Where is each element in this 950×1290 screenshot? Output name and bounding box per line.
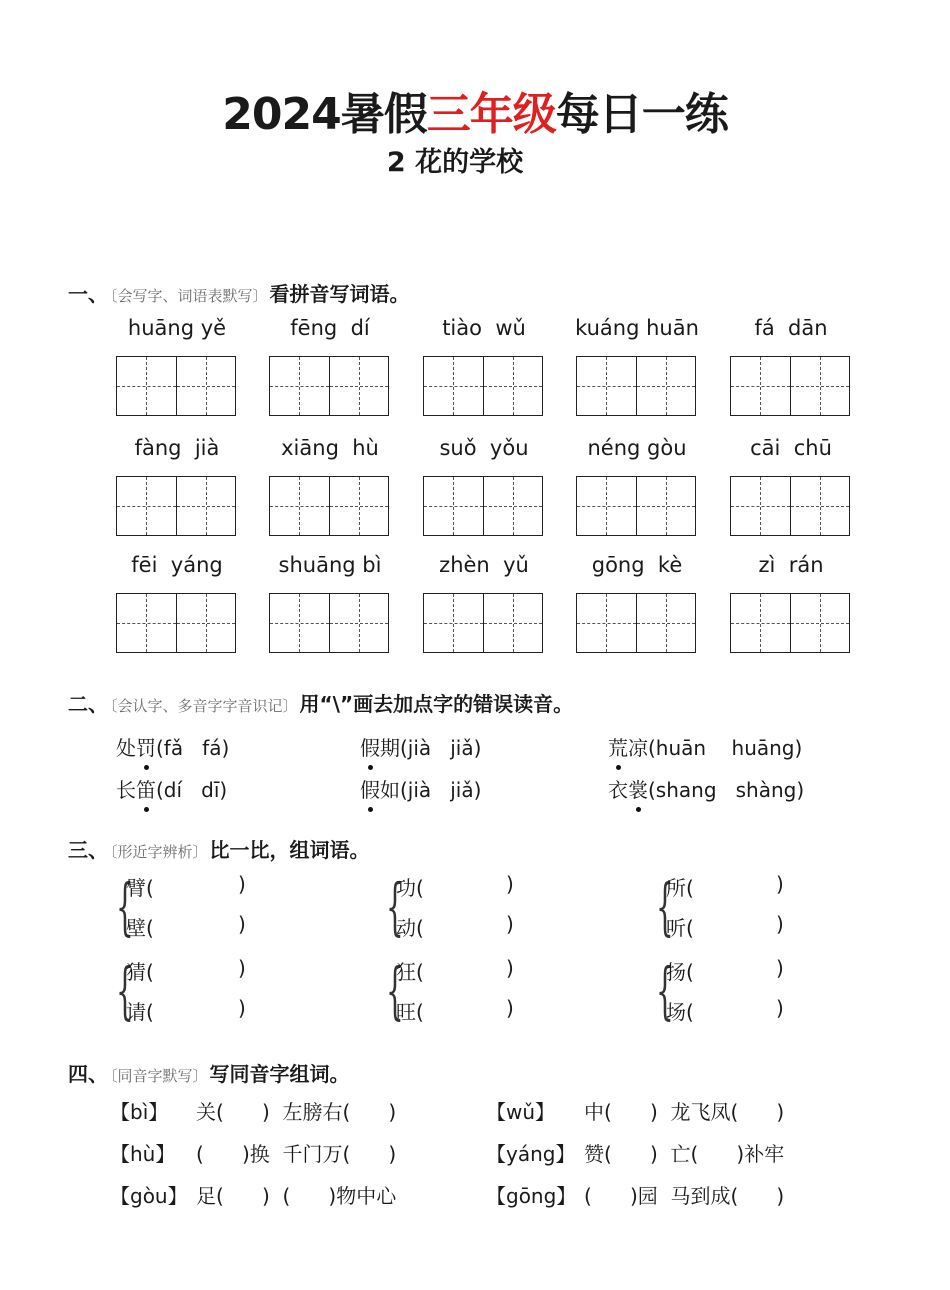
homophone-blanks[interactable]: ( )换 千门万( ) [196,1142,397,1166]
grid-cell[interactable] [329,477,389,535]
pinyin-prompt: fàng jià [134,436,220,460]
worksheet-title [0,78,950,142]
writing-grid[interactable] [423,593,543,653]
writing-grid[interactable] [116,356,236,416]
pinyin-prompt: tiào wǔ [442,316,526,340]
pair-char[interactable]: 猜( [126,960,154,984]
pair-char[interactable]: 功( [396,876,424,900]
grid-cell[interactable] [577,594,636,652]
homophone-pinyin: 【hù】 [110,1142,176,1166]
pair-char[interactable]: 动( [396,916,424,940]
char-pair [386,956,566,1036]
brace-mark: { [656,954,674,1027]
char-pair [116,872,296,952]
section4-heading: 四、 〔同音字默写〕 写同音字组词。 [68,1062,350,1086]
char-pair [116,956,296,1036]
pinyin-prompt: gōng kè [591,553,683,577]
grid-cell[interactable] [790,357,850,415]
writing-grid[interactable] [116,593,236,653]
close-paren: ) [238,872,246,896]
grid-cell[interactable] [424,477,483,535]
section3-heading: 三、 〔形近字辨析〕 比一比，组词语。 [68,838,370,862]
close-paren: ) [506,872,514,896]
pinyin-options[interactable]: (fǎ fá) [156,736,230,760]
writing-grid[interactable] [576,356,696,416]
grid-cell[interactable] [270,357,329,415]
grid-cell[interactable] [483,357,543,415]
grid-cell[interactable] [117,594,176,652]
pinyin-prompt: shuāng bì [278,553,382,577]
pinyin-options[interactable]: (dí dī) [156,778,228,802]
pinyin-options[interactable]: (shang shàng) [648,778,805,802]
brace-mark: { [656,870,674,943]
pinyin-prompt: fēng dí [290,316,370,340]
word-char: 假 [360,732,380,761]
reading-item [608,732,802,761]
word-char: 假 [360,774,380,803]
writing-grid[interactable] [116,476,236,536]
grid-cell[interactable] [731,594,790,652]
writing-grid[interactable] [423,476,543,536]
close-paren: ) [776,912,784,936]
pair-char[interactable]: 旺( [396,1000,424,1024]
grid-cell[interactable] [636,477,696,535]
pinyin-options[interactable]: (huān huāng) [648,736,803,760]
pinyin-prompt: suǒ yǒu [439,436,529,460]
pinyin-options[interactable]: (jià jiǎ) [400,736,482,760]
pinyin-prompt: xiāng hù [281,436,379,460]
pinyin-prompt: huāng yě [127,316,227,340]
word-char: 期 [380,736,400,760]
pinyin-options[interactable]: (jià jiǎ) [400,778,482,802]
grid-cell[interactable] [424,594,483,652]
reading-item [608,774,804,803]
grid-cell[interactable] [636,357,696,415]
homophone-blanks[interactable]: 足( ) ( )物中心 [196,1184,397,1208]
pair-char[interactable]: 场( [666,1000,694,1024]
homophone-blanks[interactable]: 中( ) 龙飞凤( ) [584,1100,785,1124]
section2-heading: 二、 〔会认字、多音字字音识记〕 用“\”画去加点字的错误读音。 [68,692,574,716]
homophone-pinyin: 【bì】 [110,1100,169,1124]
pair-char[interactable]: 请( [126,1000,154,1024]
char-pair [656,872,836,952]
close-paren: ) [238,912,246,936]
char-pair [386,872,566,952]
writing-grid[interactable] [269,356,389,416]
writing-grid[interactable] [576,476,696,536]
word-char: 衣 [608,778,628,802]
close-paren: ) [776,956,784,980]
close-paren: ) [506,912,514,936]
writing-grid[interactable] [730,476,850,536]
pair-char[interactable]: 听( [666,916,694,940]
grid-cell[interactable] [483,477,543,535]
brace-mark: { [386,870,404,943]
close-paren: ) [238,996,246,1020]
grid-cell[interactable] [731,477,790,535]
grid-cell[interactable] [790,594,850,652]
pinyin-prompt: néng gòu [587,436,687,460]
word-char: 凉 [628,736,648,760]
grid-cell[interactable] [577,477,636,535]
grid-cell[interactable] [483,594,543,652]
homophone-blanks[interactable]: 赞( ) 亡( )补牢 [584,1142,785,1166]
title-grade: 三年级 [426,89,556,140]
pair-char[interactable]: 狂( [396,960,424,984]
grid-cell[interactable] [117,357,176,415]
writing-grid[interactable] [423,356,543,416]
pinyin-prompt: kuáng huān [575,316,699,340]
grid-cell[interactable] [329,357,389,415]
reading-item [360,774,481,803]
pinyin-prompt: cāi chū [750,436,832,460]
pair-char[interactable]: 壁( [126,916,154,940]
grid-cell[interactable] [176,594,236,652]
writing-grid[interactable] [730,356,850,416]
grid-cell[interactable] [176,357,236,415]
title-suffix: 每日一练 [555,89,728,140]
writing-grid[interactable] [269,593,389,653]
word-char: 荒 [608,732,628,761]
grid-cell[interactable] [731,357,790,415]
close-paren: ) [776,996,784,1020]
word-char: 如 [380,778,400,802]
close-paren: ) [506,996,514,1020]
grid-cell[interactable] [329,594,389,652]
pinyin-prompt: zì rán [758,553,824,577]
writing-grid[interactable] [576,593,696,653]
pinyin-prompt: zhèn yǔ [439,553,529,577]
grid-cell[interactable] [424,357,483,415]
pair-char[interactable]: 扬( [666,960,694,984]
pair-char[interactable]: 臂( [126,876,154,900]
close-paren: ) [506,956,514,980]
grid-cell[interactable] [636,594,696,652]
grid-cell[interactable] [117,477,176,535]
word-char: 笛 [136,774,156,803]
title-year: 2024暑假 [222,89,427,140]
grid-cell[interactable] [577,357,636,415]
word-char: 罚 [136,732,156,761]
close-paren: ) [776,872,784,896]
pair-char[interactable]: 所( [666,876,694,900]
pinyin-prompt: fá dān [754,316,828,340]
writing-grid[interactable] [730,593,850,653]
close-paren: ) [238,956,246,980]
brace-mark: { [386,954,404,1027]
word-char: 处 [116,736,136,760]
word-char: 长 [116,778,136,802]
homophone-pinyin: 【yáng】 [486,1142,576,1166]
section1-heading: 一、 〔会写字、词语表默写〕 看拼音写词语。 [68,282,410,306]
brace-mark: { [116,870,134,943]
grid-cell[interactable] [176,477,236,535]
brace-mark: { [116,954,134,1027]
homophone-pinyin: 【gòu】 [110,1184,188,1208]
homophone-pinyin: 【wǔ】 [486,1100,556,1124]
homophone-blanks[interactable]: 关( ) 左膀右( ) [196,1100,397,1124]
grid-cell[interactable] [270,594,329,652]
word-char: 裳 [628,774,648,803]
writing-grid[interactable] [269,476,389,536]
reading-item [116,774,227,803]
char-pair [656,956,836,1036]
pinyin-prompt: fēi yáng [131,553,223,577]
reading-item [116,732,229,761]
grid-cell[interactable] [790,477,850,535]
homophone-pinyin: 【gōng】 [486,1184,577,1208]
lesson-title: 2 花的学校 [386,147,524,178]
reading-item [360,732,481,761]
grid-cell[interactable] [270,477,329,535]
homophone-blanks[interactable]: ( )园 马到成( ) [584,1184,785,1208]
